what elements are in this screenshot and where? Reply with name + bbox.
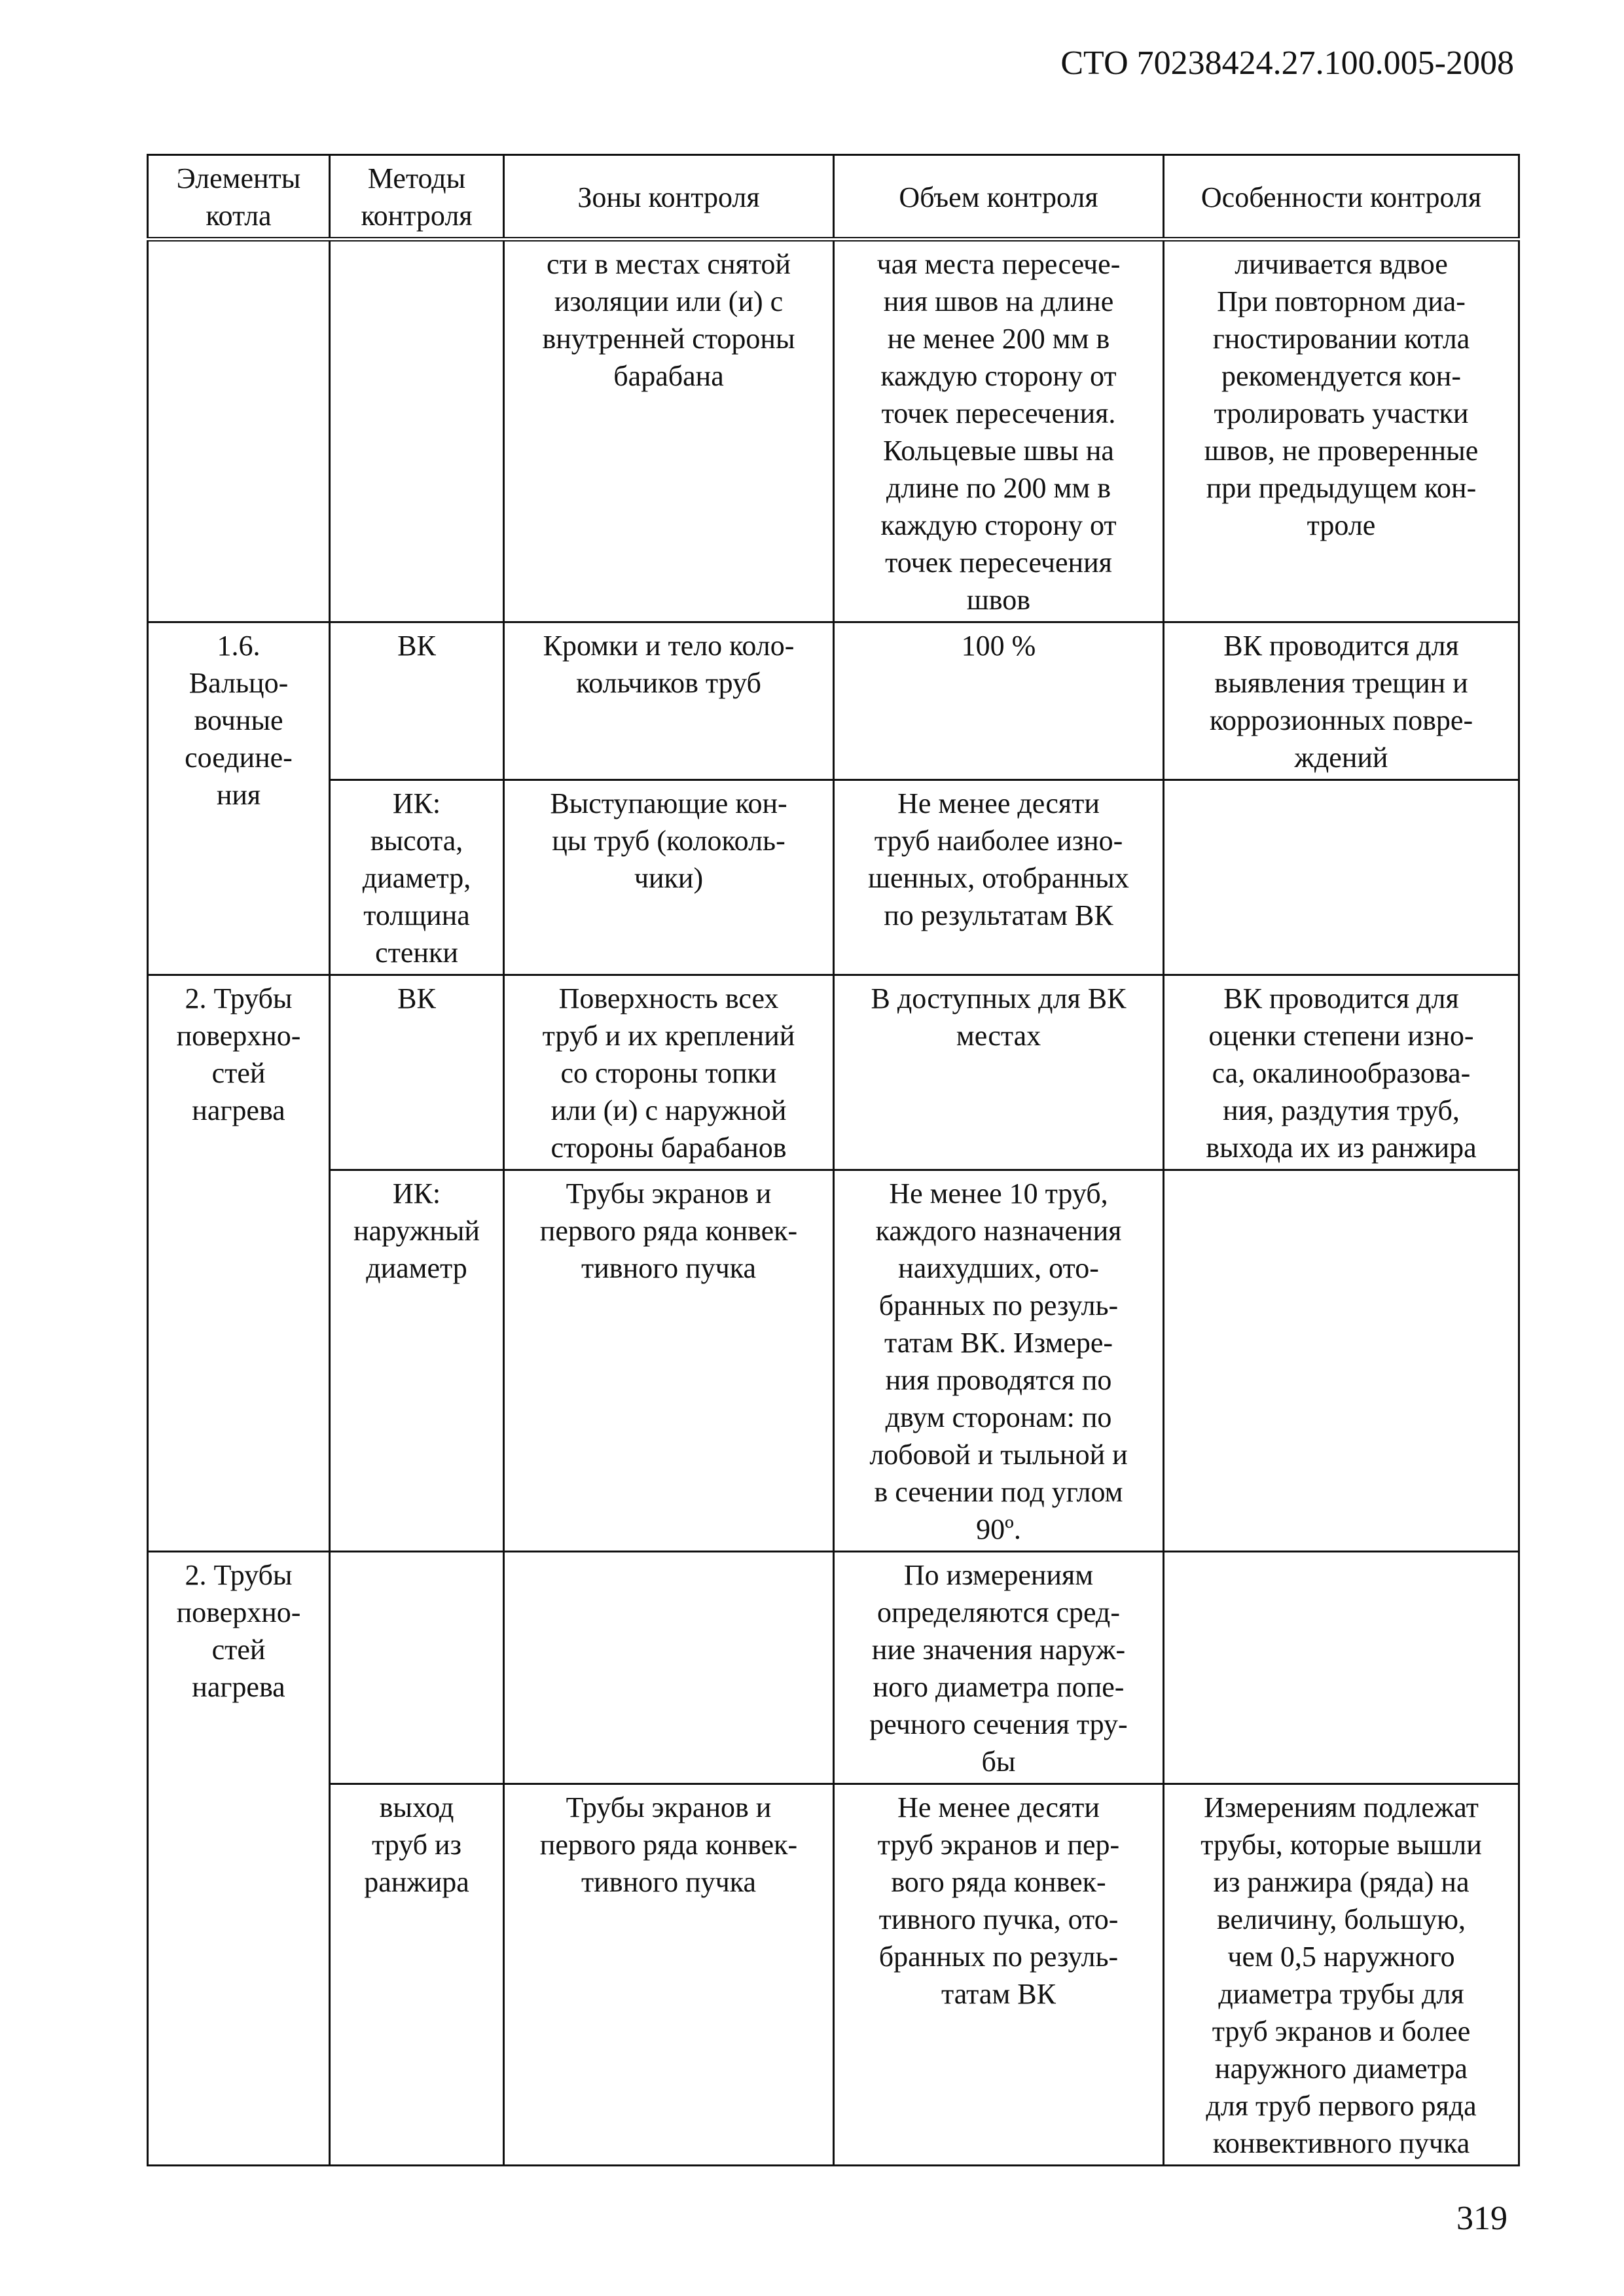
cell-features: личивается вдвое При повторном диа- гностировании котла рекомендуется кон- тролировать участки швов, не проверенные при предыдущем кон- троле bbox=[1164, 240, 1519, 622]
table-row bbox=[148, 780, 1519, 975]
cell-volume: чая места пересече- ния швов на длине не менее 200 мм в каждую сторону от точек пересечения. Кольцевые швы на длине по 200 мм в каждую сторону от точек пересечения швов bbox=[834, 240, 1164, 622]
cell-method: ВК bbox=[330, 622, 504, 780]
cell-method: ВК bbox=[330, 975, 504, 1170]
cell-method: выход труб из ранжира bbox=[330, 1784, 504, 2166]
table-row bbox=[148, 1784, 1519, 2166]
cell-volume: Не менее десяти труб экранов и пер- вого ряда конвек- тивного пучка, ото- бранных по резуль- татам ВК bbox=[834, 1784, 1164, 2166]
cell-zone: сти в местах снятой изоляции или (и) с внутренней стороны барабана bbox=[504, 240, 834, 622]
header-methods: Методы контроля bbox=[330, 155, 504, 240]
cell-zone: Выступающие кон- цы труб (колоколь- чики) bbox=[504, 780, 834, 975]
table-row bbox=[148, 1552, 1519, 1784]
page-number: 319 bbox=[1456, 2200, 1507, 2237]
table-row bbox=[148, 1170, 1519, 1552]
cell-volume: 100 % bbox=[834, 622, 1164, 780]
header-features: Особенности контроля bbox=[1164, 155, 1519, 240]
document-code: СТО 70238424.27.100.005-2008 bbox=[1060, 45, 1514, 82]
cell-volume: В доступных для ВК местах bbox=[834, 975, 1164, 1170]
cell-element: 1.6. Вальцо- вочные соедине- ния bbox=[148, 622, 330, 975]
table-row bbox=[148, 622, 1519, 780]
header-zones: Зоны контроля bbox=[504, 155, 834, 240]
table-header-row bbox=[148, 155, 1519, 240]
cell-zone: Кромки и тело коло- кольчиков труб bbox=[504, 622, 834, 780]
inspection-table bbox=[147, 154, 1520, 2166]
header-volume: Объем контроля bbox=[834, 155, 1164, 240]
cell-features: Измерениям подлежат трубы, которые вышли из ранжира (ряда) на величину, большую, чем 0,5 наружного диаметра трубы для труб экранов и более наружного диаметра для труб первого ряда конвективного пучка bbox=[1164, 1784, 1519, 2166]
cell-features bbox=[1164, 780, 1519, 975]
cell-method bbox=[330, 1552, 504, 1784]
header-elements: Элементы котла bbox=[148, 155, 330, 240]
cell-volume: Не менее десяти труб наиболее изно- шенных, отобранных по результатам ВК bbox=[834, 780, 1164, 975]
cell-zone: Поверхность всех труб и их креплений со стороны топки или (и) с наружной стороны барабанов bbox=[504, 975, 834, 1170]
cell-element bbox=[148, 240, 330, 622]
cell-features: ВК проводится для оценки степени изно- са, окалинообразова- ния, раздутия труб, выхода их из ранжира bbox=[1164, 975, 1519, 1170]
cell-zone: Трубы экранов и первого ряда конвек- тивного пучка bbox=[504, 1784, 834, 2166]
cell-features: ВК проводится для выявления трещин и коррозионных повре- ждений bbox=[1164, 622, 1519, 780]
cell-volume: Не менее 10 труб, каждого назначения наихудших, ото- бранных по резуль- татам ВК. Измере- ния проводятся по двум сторонам: по лобовой и тыльной и в сечении под углом 90º. bbox=[834, 1170, 1164, 1552]
cell-features bbox=[1164, 1552, 1519, 1784]
cell-volume: По измерениям определяются сред- ние значения наруж- ного диаметра попе- речного сечения тру- бы bbox=[834, 1552, 1164, 1784]
cell-method bbox=[330, 240, 504, 622]
cell-zone bbox=[504, 1552, 834, 1784]
cell-method: ИК: высота, диаметр, толщина стенки bbox=[330, 780, 504, 975]
cell-element: 2. Трубы поверхно- стей нагрева bbox=[148, 1552, 330, 2166]
cell-method: ИК: наружный диаметр bbox=[330, 1170, 504, 1552]
cell-element: 2. Трубы поверхно- стей нагрева bbox=[148, 975, 330, 1552]
cell-zone: Трубы экранов и первого ряда конвек- тивного пучка bbox=[504, 1170, 834, 1552]
cell-features bbox=[1164, 1170, 1519, 1552]
table-row bbox=[148, 240, 1519, 622]
table-row bbox=[148, 975, 1519, 1170]
